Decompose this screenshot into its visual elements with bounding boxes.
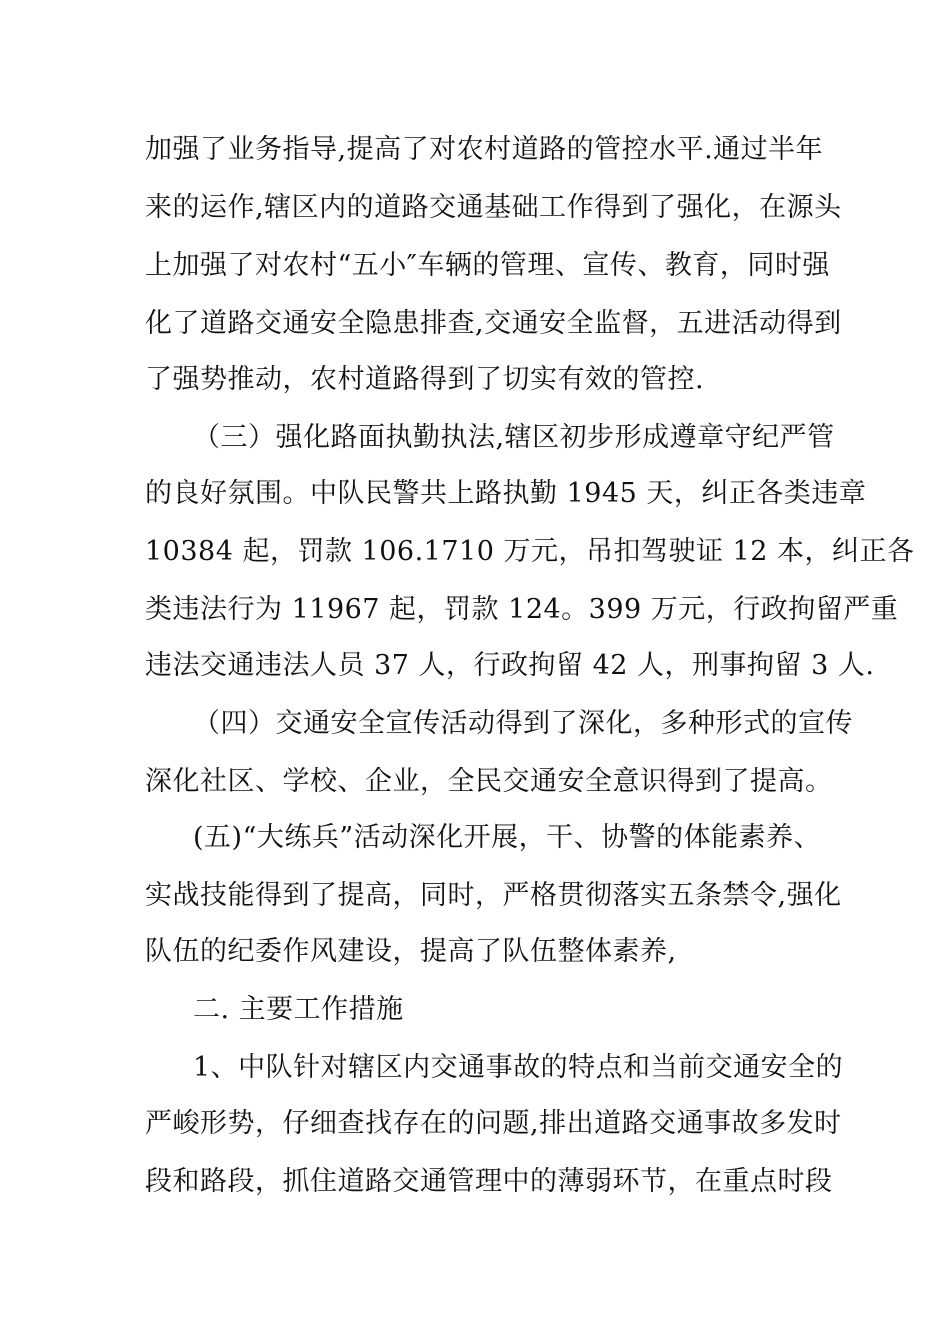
text-line: 队伍的纪委作风建设，提高了队伍整体素养, [145,936,677,967]
text-line: 类违法行为 11967 起，罚款 124。399 万元，行政拘留严重 [145,594,899,625]
text-line: 了强势推动，农村道路得到了切实有效的管控. [145,364,705,395]
paragraph-start-line: （三）强化路面执勤执法,辖区初步形成遵章守纪严管 [193,422,835,453]
paragraph-start-line: (五)“大练兵”活动深化开展，干、协警的体能素养、 [193,822,822,853]
text-line: 化了道路交通安全隐患排查,交通安全监督，五进活动得到 [145,308,842,339]
text-line: 的良好氛围。中队民警共上路执勤 1945 天，纠正各类违章 [145,478,867,509]
text-line: 段和路段，抓住道路交通管理中的薄弱环节，在重点时段 [145,1166,833,1197]
text-line: 上加强了对农村“五小″车辆的管理、宣传、教育，同时强 [145,250,830,281]
text-line: 10384 起，罚款 106.1710 万元，吊扣驾驶证 12 本，纠正各 [145,536,915,567]
paragraph-start-line: （四）交通安全宣传活动得到了深化，多种形式的宣传 [193,708,853,739]
section-heading: 二. 主要工作措施 [193,994,404,1025]
paragraph-start-line: 1、中队针对辖区内交通事故的特点和当前交通安全的 [193,1052,844,1083]
text-line: 来的运作,辖区内的道路交通基础工作得到了强化，在源头 [145,192,842,223]
text-line: 严峻形势，仔细查找存在的问题,排出道路交通事故多发时 [145,1108,842,1139]
text-line: 加强了业务指导,提高了对农村道路的管控水平.通过半年 [145,134,824,165]
text-line: 违法交通违法人员 37 人，行政拘留 42 人，刑事拘留 3 人. [145,650,875,681]
text-line: 实战技能得到了提高，同时，严格贯彻落实五条禁令,强化 [145,880,842,911]
text-line: 深化社区、学校、企业，全民交通安全意识得到了提高。 [145,766,833,797]
